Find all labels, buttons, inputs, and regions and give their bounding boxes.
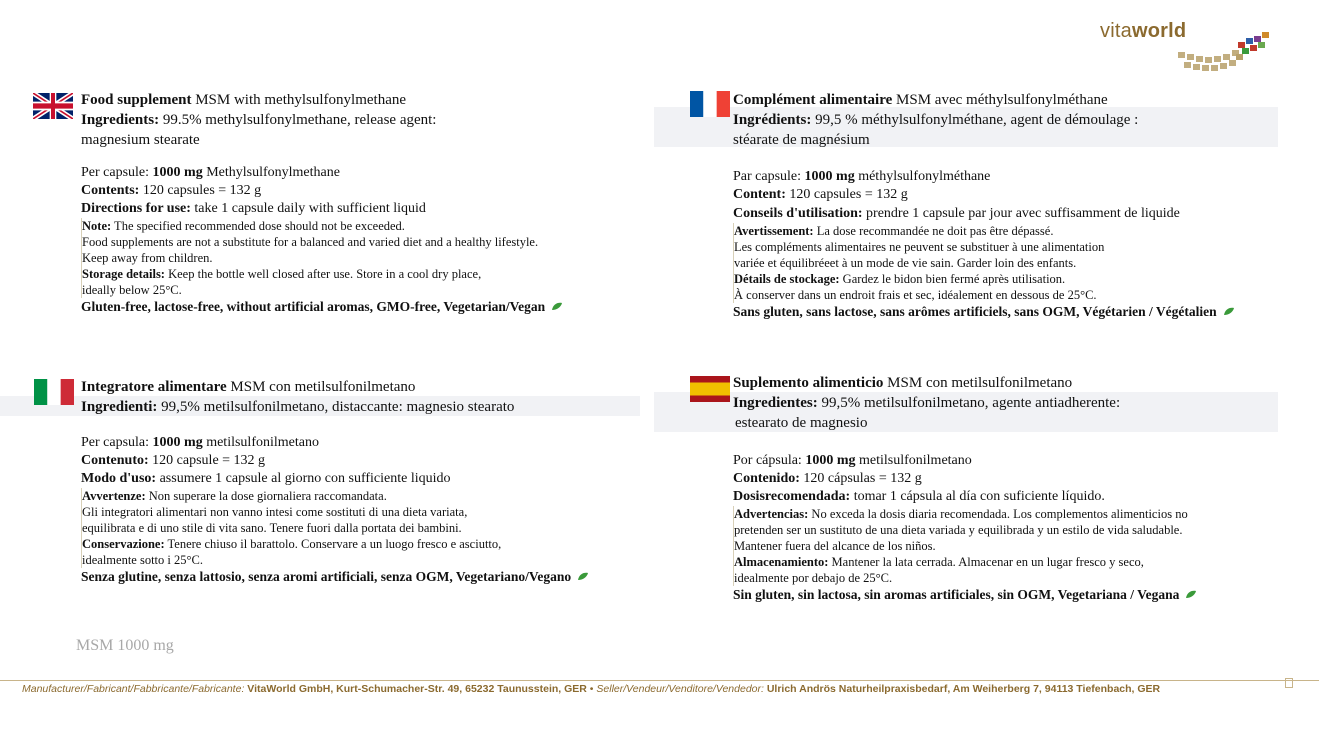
- fr-ingredients: Ingrédients: 99,5 % méthylsulfonylméthane, agent de démoulage :: [733, 112, 1139, 128]
- it-per-capsule: Per capsula: 1000 mg metilsulfonilmetano: [81, 435, 319, 450]
- section-fr: [733, 90, 1235, 321]
- leaf-icon: [1223, 307, 1235, 316]
- fr-free-from: Sans gluten, sans lactose, sans arômes artificiels, sans OGM, Végétarien / Végétalien: [733, 303, 1235, 321]
- it-storage: Conservazione: Tenere chiuso il barattolo. Conservare a un luogo fresco e asciutto,: [82, 537, 502, 551]
- it-note-2: Gli integratori alimentari non vanno intesi come sostituti di una dieta variata,: [82, 505, 468, 519]
- es-free-from: Sin gluten, sin lactosa, sin aromas artificiales, sin OGM, Vegetariana / Vegana: [733, 586, 1197, 604]
- it-note: Avvertenze: Non superare la dose giornaliera raccomandata.: [82, 489, 387, 503]
- es-title: Suplemento alimenticio MSM con metilsulfonilmetano: [733, 375, 1073, 391]
- spain-flag-icon: [690, 376, 730, 402]
- fr-storage-2: À conserver dans un endroit frais et sec, idéalement en dessous de 25°C.: [734, 288, 1097, 302]
- en-note: Note: The specified recommended dose should not be exceeded.: [82, 219, 405, 233]
- product-label: MSM 1000 mg: [76, 637, 174, 654]
- italy-flag-icon: [34, 379, 74, 405]
- en-note-3: Keep away from children.: [82, 251, 213, 265]
- en-storage: Storage details: Keep the bottle well closed after use. Store in a cool dry place,: [82, 267, 482, 281]
- en-ingredients: Ingredients: 99.5% methylsulfonylmethane, release agent:: [81, 112, 437, 128]
- fr-note: Avertissement: La dose recommandée ne doit pas être dépassé.: [734, 224, 1054, 238]
- fr-per-capsule: Par capsule: 1000 mg méthylsulfonylméthane: [733, 169, 991, 184]
- uk-flag-icon: [33, 93, 73, 119]
- es-ingredients: Ingredientes: 99,5% metilsulfonilmetano, agente antiadherente:: [733, 395, 1121, 411]
- en-title: Food supplement MSM with methylsulfonylmethane: [81, 92, 407, 108]
- seller-label: Seller/Vendeur/Venditore/Vendedor:: [596, 683, 767, 695]
- logo-grid-icon: [1158, 12, 1278, 76]
- es-note-3: Mantener fuera del alcance de los niños.: [734, 539, 936, 553]
- logo-wordmark: vitaworld: [1100, 20, 1187, 42]
- es-contents: Contenido: 120 cápsulas = 132 g: [733, 471, 922, 486]
- en-storage-2: ideally below 25°C.: [82, 283, 182, 297]
- footer-separator: •: [586, 683, 597, 695]
- en-free-from: Gluten-free, lactose-free, without artificial aromas, GMO-free, Vegetarian/Vegan: [81, 298, 563, 316]
- corner-mark-icon: [1285, 678, 1293, 688]
- es-ingredients-2: estearato de magnesio: [735, 415, 868, 431]
- fr-ingredients-2: stéarate de magnésium: [733, 132, 870, 148]
- es-directions: Dosisrecomendada: tomar 1 cápsula al día con suficiente líquido.: [733, 489, 1105, 504]
- leaf-icon: [1185, 590, 1197, 599]
- seller-value: Ulrich Andrös Naturheilpraxisbedarf, Am Weiherberg 7, 94113 Tiefenbach, GER: [766, 683, 1161, 695]
- en-contents: Contents: 120 capsules = 132 g: [81, 183, 262, 198]
- en-ingredients-2: magnesium stearate: [81, 132, 200, 148]
- fr-directions: Conseils d'utilisation: prendre 1 capsule par jour avec suffisamment de liquide: [733, 206, 1180, 221]
- it-free-from: Senza glutine, senza lattosio, senza aromi artificiali, senza OGM, Vegetariano/Vegano: [81, 568, 589, 586]
- footer: [22, 683, 1160, 695]
- vitaworld-logo: [1098, 12, 1278, 76]
- fr-note-3: variée et équilibréeet à un mode de vie sain. Garder loin des enfants.: [734, 256, 1077, 270]
- it-title: Integratore alimentare MSM con metilsulfonilmetano: [81, 379, 416, 395]
- it-storage-2: idealmente sotto i 25°C.: [82, 553, 203, 567]
- es-storage: Almacenamiento: Mantener la lata cerrada. Almacenar en un lugar fresco y seco,: [734, 555, 1144, 569]
- manufacturer-label: Manufacturer/Fabricant/Fabbricante/Fabricante:: [22, 683, 248, 695]
- fr-storage: Détails de stockage: Gardez le bidon bien fermé après utilisation.: [734, 272, 1066, 286]
- leaf-icon: [577, 572, 589, 581]
- fr-note-2: Les compléments alimentaires ne peuvent se substituer à une alimentation: [734, 240, 1105, 254]
- es-note: Advertencias: No exceda la dosis diaria recomendada. Los complementos alimenticios no: [734, 507, 1188, 521]
- france-flag-icon: [690, 91, 730, 117]
- en-directions: Directions for use: take 1 capsule daily with sufficient liquid: [81, 201, 426, 216]
- section-it: [81, 377, 589, 586]
- en-note-2: Food supplements are not a substitute for a balanced and varied diet and a healthy lifestyle.: [82, 235, 539, 249]
- manufacturer-value: VitaWorld GmbH, Kurt-Schumacher-Str. 49, 65232 Taunusstein, GER: [247, 683, 587, 695]
- it-directions: Modo d'uso: assumere 1 capsule al giorno con sufficiente liquido: [81, 471, 451, 486]
- section-es: [733, 373, 1197, 604]
- it-contents: Contenuto: 120 capsule = 132 g: [81, 453, 266, 468]
- es-storage-2: idealmente por debajo de 25°C.: [734, 571, 893, 585]
- en-per-capsule: Per capsule: 1000 mg Methylsulfonylmethane: [81, 165, 340, 180]
- es-per-capsule: Por cápsula: 1000 mg metilsulfonilmetano: [733, 453, 972, 468]
- es-note-2: pretenden ser un sustituto de una dieta variada y equilibrada y un estilo de vida saludable.: [734, 523, 1183, 537]
- leaf-icon: [551, 302, 563, 311]
- fr-title: Complément alimentaire MSM avec méthylsulfonylméthane: [733, 92, 1108, 108]
- it-note-3: equilibrata e di uno stile di vita sano. Tenere fuori dalla portata dei bambini.: [82, 521, 462, 535]
- footer-divider: [0, 680, 1319, 681]
- fr-contents: Content: 120 capsules = 132 g: [733, 187, 908, 202]
- it-ingredients: Ingredienti: 99,5% metilsulfonilmetano, distaccante: magnesio stearato: [81, 399, 515, 415]
- section-en: [81, 90, 563, 316]
